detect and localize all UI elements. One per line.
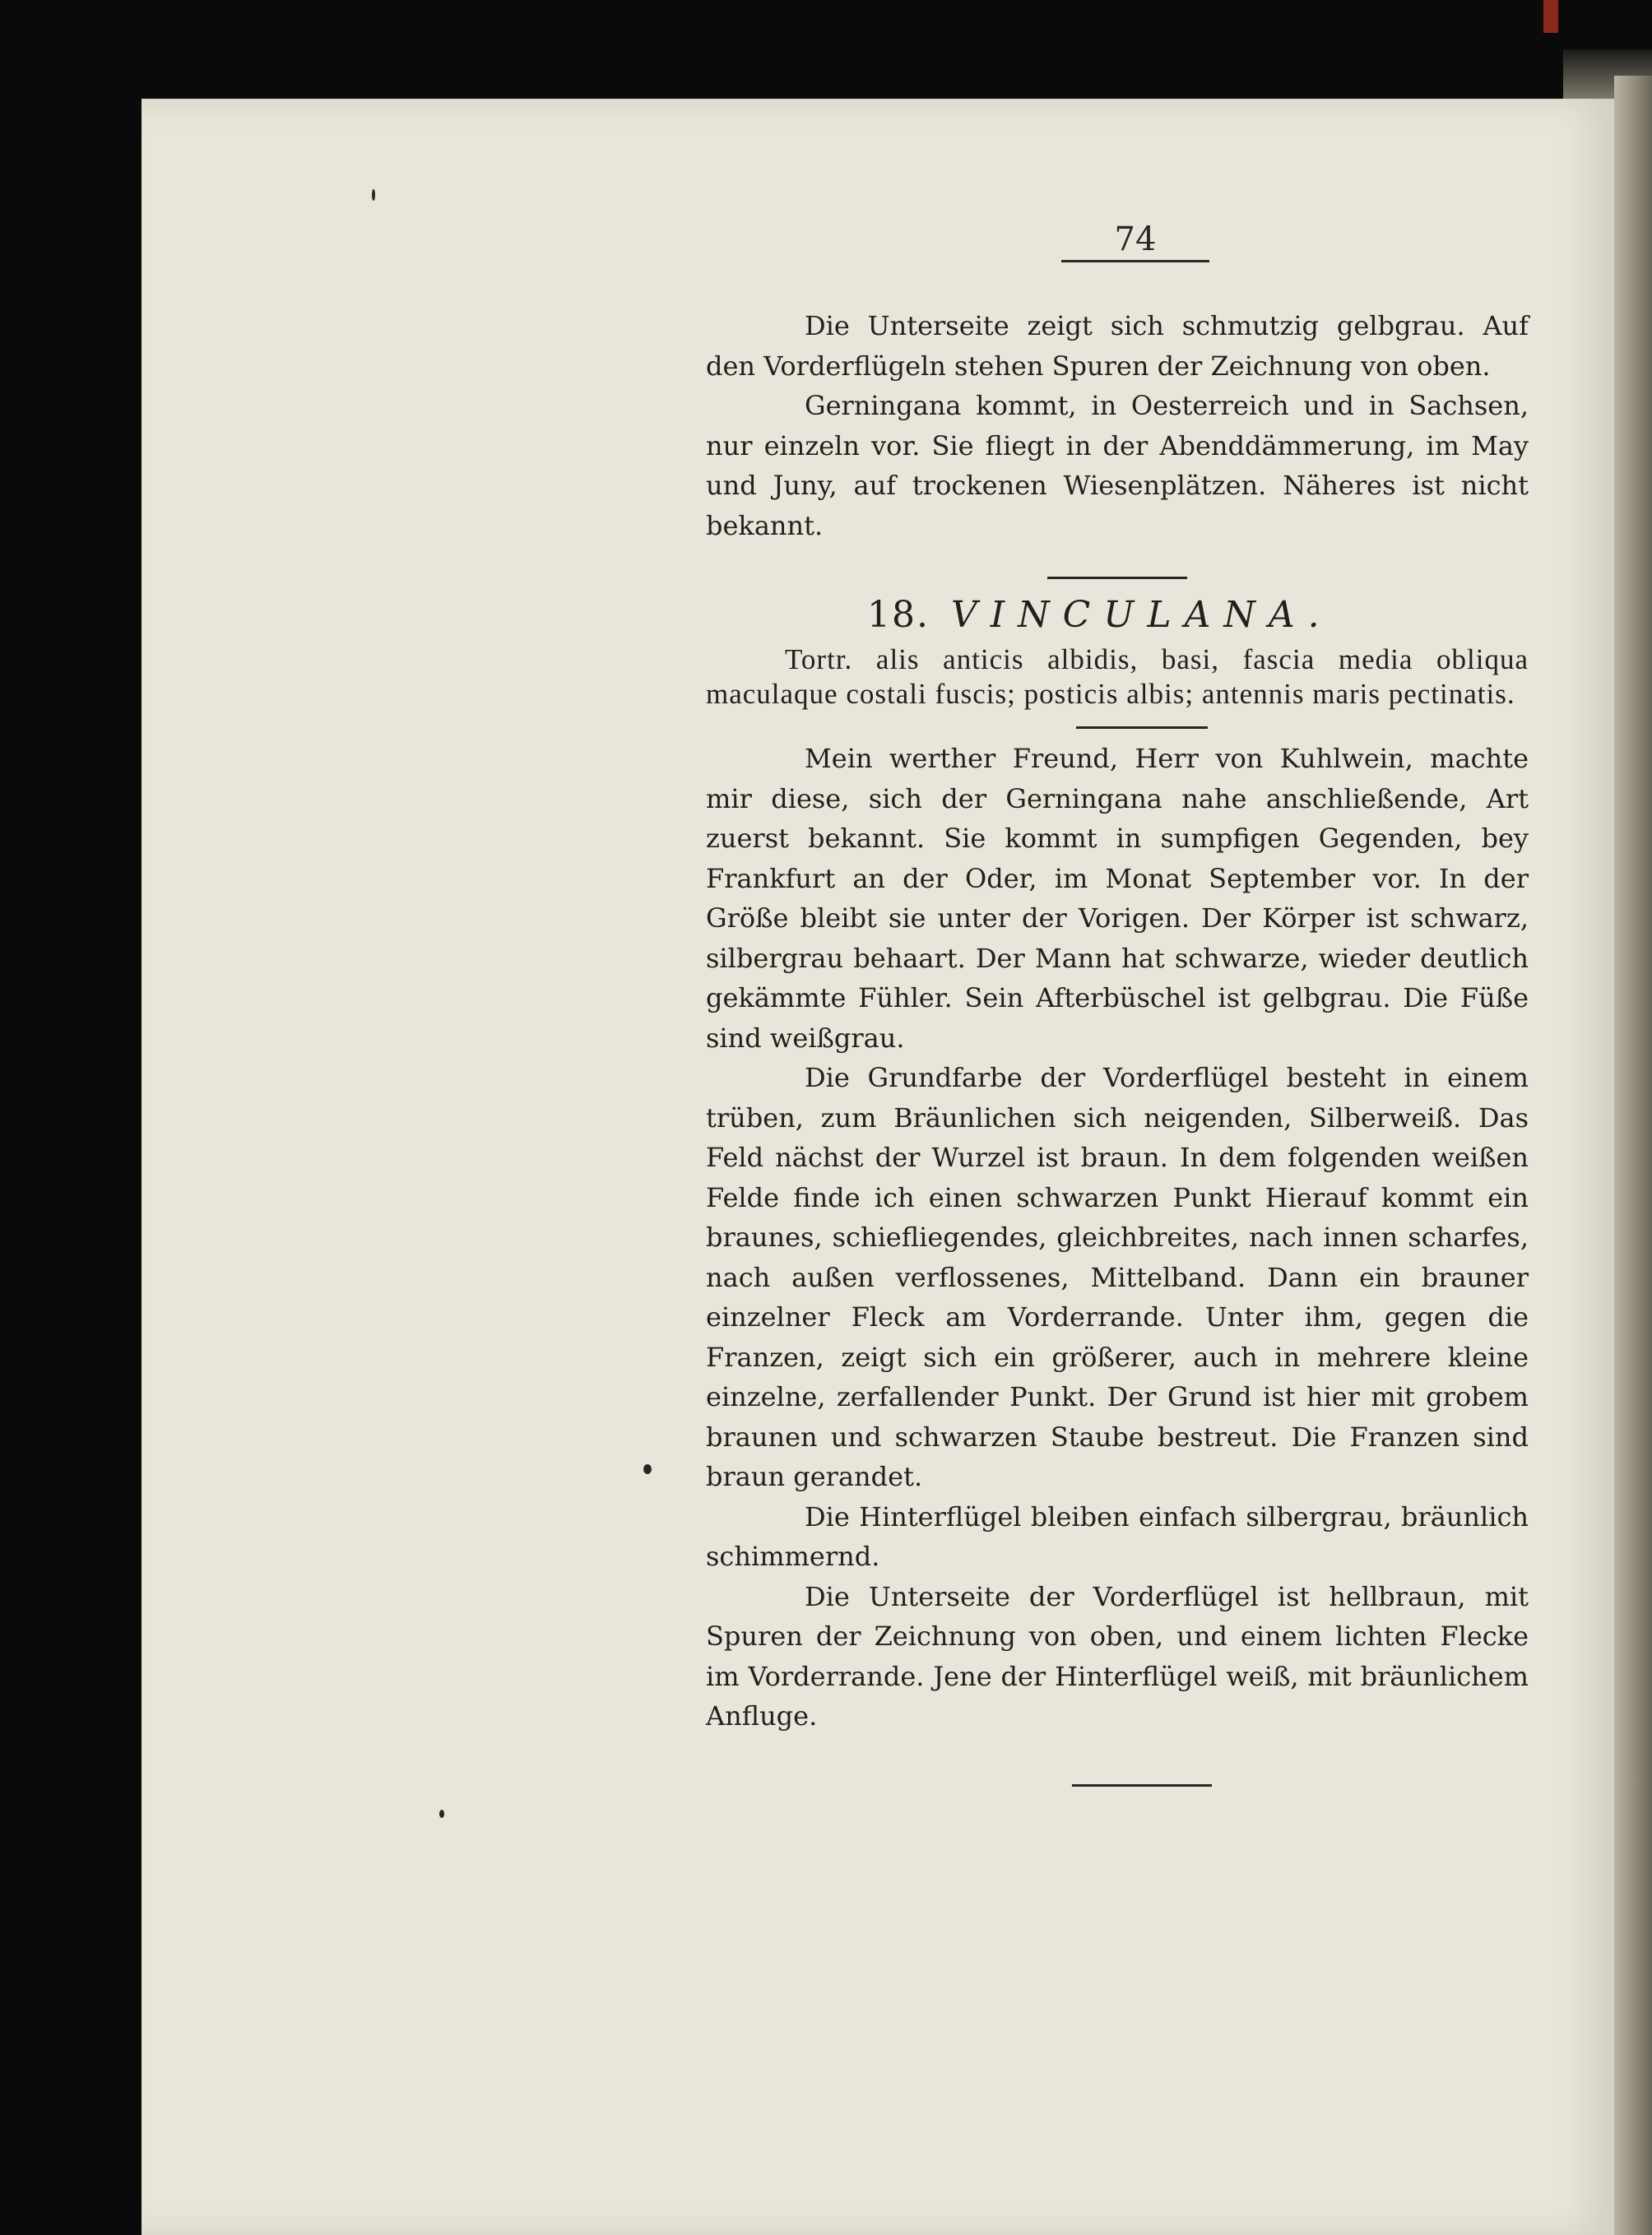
text-column <box>706 306 1529 1787</box>
page-number: 74 <box>1114 220 1157 258</box>
section-number: 18. <box>867 594 930 636</box>
ink-speck <box>643 1464 652 1474</box>
section-name: VINCULANA. <box>950 594 1333 636</box>
section-divider <box>1047 577 1187 579</box>
bookmark-ribbon <box>1543 0 1558 33</box>
section-heading <box>867 594 1529 636</box>
paragraph: Die Hinterflügel bleiben einfach silbergrau, bräunlich schimmernd. <box>706 1500 1529 1572</box>
ink-speck <box>372 189 375 201</box>
ink-speck <box>439 1810 444 1818</box>
page-number-rule <box>1061 260 1209 262</box>
paragraph: Die Grundfarbe der Vorderflügel besteht in einem trüben, zum Bräunlichen sich neigenden, Silberweiß. Das Feld nächst der Wurzel ist braun. In dem folgenden weißen Felde finde ich einen schwarzen Punkt Hierauf kommt ein braunes, schiefliegendes, gleichbreites, nach innen scharfes, nach außen verflossenes, Mittelband. Dann ein brauner einzelner Fleck am Vorderrande. Unter ihm, gegen die Franzen, zeigt sich ein größerer, auch in mehrere kleine einzelne, zerfallender Punkt. Der Grund ist hier mit grobem braunen und schwarzen Staube bestreut. Die Franzen sind braun gerandet. <box>706 1062 1529 1492</box>
paragraph: Die Unterseite der Vorderflügel ist hellbraun, mit Spuren der Zeichnung von oben, und einem lichten Flecke im Vorderrande. Jene der Hinterflügel weiß, mit bräunlichem Anfluge. <box>706 1580 1529 1732</box>
end-divider <box>1072 1784 1212 1787</box>
page-edge <box>1614 76 1652 2235</box>
paragraph: Gerningana kommt, in Oesterreich und in Sachsen, nur einzeln vor. Sie fliegt in der Abenddämmerung, im May und Juny, auf trockenen Wiesenplätzen. Näheres ist nicht bekannt. <box>706 390 1529 541</box>
latin-description: Tortr. alis anticis albidis, basi, fascia media obliqua maculaque costali fuscis; posticis albis; antennis maris pectinatis. <box>706 643 1529 710</box>
paragraph: Mein werther Freund, Herr von Kuhlwein, machte mir diese, sich der Gerningana nahe anschließende, Art zuerst bekannt. Sie kommt in sumpfigen Gegenden, bey Frankfurt an der Oder, im Monat September vor. In der Größe bleibt sie unter der Vorigen. Der Körper ist schwarz, silbergrau behaart. Der Mann hat schwarze, wieder deutlich gekämmte Fühler. Sein Afterbüschel ist gelbgrau. Die Füße sind weißgrau. <box>706 743 1529 1054</box>
paragraph: Die Unterseite zeigt sich schmutzig gelbgrau. Auf den Vorderflügeln stehen Spuren der Zeichnung von oben. <box>706 310 1529 382</box>
description-divider <box>1076 726 1208 729</box>
